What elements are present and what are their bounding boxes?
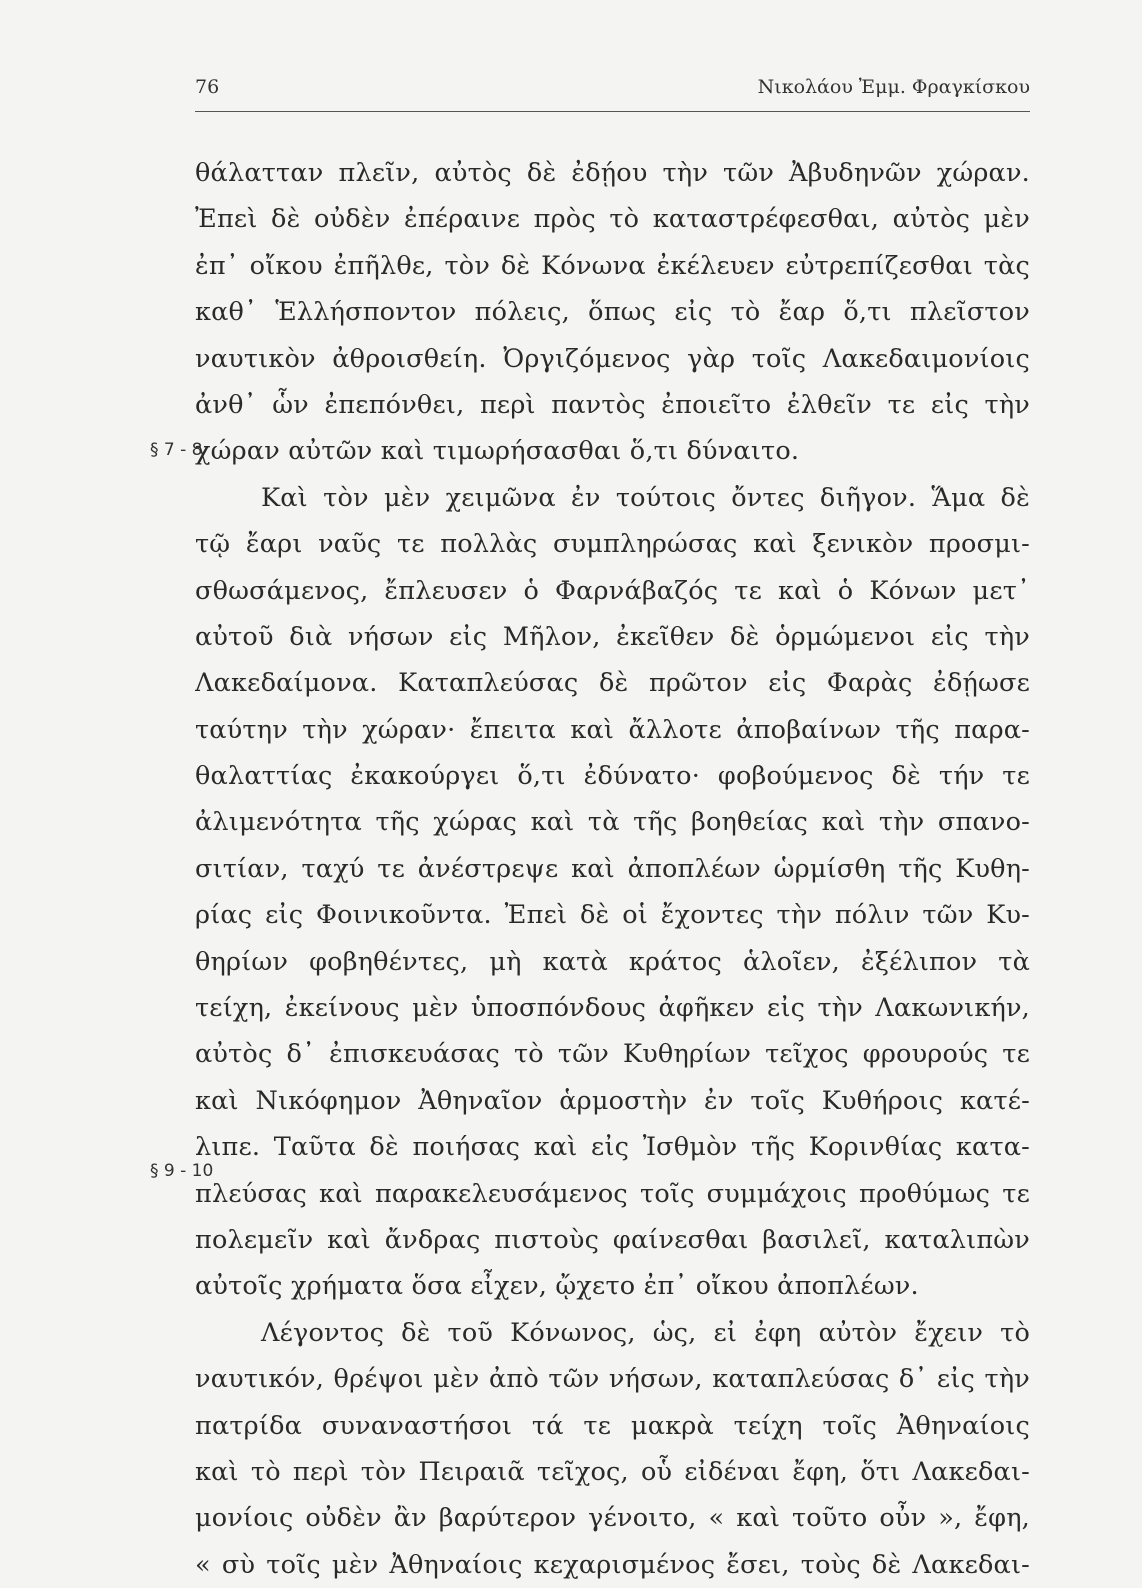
text-line: αὐτοῖς χρήματα ὅσα εἶχεν, ᾤχετο ἐπ᾽ οἴκου ἀποπλέων.	[195, 1271, 919, 1302]
text-line: χώραν αὐτῶν καὶ τιμωρήσασθαι ὅ,τι δύναιτο.	[195, 436, 800, 467]
text-line: καὶ Νικόφημον Ἀθηναῖον ἁρμοστὴν ἐν τοῖς Κυθήροις κατέ-	[195, 1085, 1030, 1116]
running-head: Νικολάου Ἐμμ. Φραγκίσκου	[757, 76, 1030, 98]
text-line: θηρίων φοβηθέντες, μὴ κατὰ κράτος ἁλοῖεν, ἐξέλιπον τὰ	[195, 946, 1030, 977]
text-line: λιπε. Ταῦτα δὲ ποιήσας καὶ εἰς Ἰσθμὸν τῆς Κορινθίας κατα-	[195, 1132, 1030, 1163]
body-text	[195, 150, 1030, 1588]
text-line: θαλαττίας ἐκακούργει ὅ,τι ἐδύνατο· φοβούμενος δὲ τήν τε	[195, 761, 1030, 792]
text-line: ἀνθ᾽ ὧν ἐπεπόνθει, περὶ παντὸς ἐποιεῖτο ἐλθεῖν τε εἰς τὴν	[195, 389, 1030, 420]
text-line: πλεύσας καὶ παρακελευσάμενος τοῖς συμμάχοις προθύμως τε	[195, 1178, 1030, 1209]
text-line: θάλατταν πλεῖν, αὐτὸς δὲ ἐδῄου τὴν τῶν Ἀβυδηνῶν χώραν.	[195, 158, 1030, 188]
text-line: Λέγοντος δὲ τοῦ Κόνωνος, ὡς, εἰ ἐφη αὐτὸν ἔχειν τὸ	[261, 1317, 1030, 1348]
text-line: αὐτοῦ διὰ νήσων εἰς Μῆλον, ἐκεῖθεν δὲ ὁρμώμενοι εἰς τὴν	[195, 621, 1030, 652]
section-mark-7-8: § 7 - 8	[150, 440, 203, 460]
text-line: ταύτην τὴν χώραν· ἔπειτα καὶ ἄλλοτε ἀποβαίνων τῆς παρα-	[195, 714, 1030, 745]
text-line: ἐπ᾽ οἴκου ἐπῆλθε, τὸν δὲ Κόνωνα ἐκέλευεν εὐτρεπίζεσθαι τὰς	[195, 250, 1030, 281]
text-line: καθ᾽ Ἑλλήσποντον πόλεις, ὅπως εἰς τὸ ἔαρ ὅ,τι πλεῖστον	[195, 297, 1030, 328]
text-line: πατρίδα συναναστήσοι τά τε μακρὰ τείχη τοῖς Ἀθηναίοις	[195, 1410, 1030, 1441]
text-line: « σὺ τοῖς μὲν Ἀθηναίοις κεχαρισμένος ἔσει, τοὺς δὲ Λακεδαι-	[195, 1549, 1030, 1580]
text-line: σιτίαν, ταχύ τε ἀνέστρεψε καὶ ἀποπλέων ὡρμίσθη τῆς Κυθη-	[195, 853, 1030, 884]
text-line: ρίας εἰς Φοινικοῦντα. Ἐπεὶ δὲ οἱ ἔχοντες τὴν πόλιν τῶν Κυ-	[195, 900, 1030, 931]
page-number: 76	[195, 76, 220, 98]
section-mark-9-10: § 9 - 10	[150, 1161, 214, 1181]
text-line: Λακεδαίμονα. Καταπλεύσας δὲ πρῶτον εἰς Φαρὰς ἐδῄωσε	[195, 668, 1030, 699]
page-header	[195, 76, 1030, 106]
text-line: Ἐπεὶ δὲ οὐδὲν ἐπέραινε πρὸς τὸ καταστρέφεσθαι, αὐτὸς μὲν	[195, 204, 1030, 235]
text-line: μονίοις οὐδὲν ἂν βαρύτερον γένοιτο, « καὶ τοῦτο οὖν », ἔφη,	[195, 1503, 1030, 1534]
text-line: ναυτικὸν ἀθροισθείη. Ὀργιζόμενος γὰρ τοῖς Λακεδαιμονίοις	[195, 343, 1030, 374]
text-line: αὐτὸς δ᾽ ἐπισκευάσας τὸ τῶν Κυθηρίων τεῖχος φρουρούς τε	[195, 1039, 1030, 1070]
text-line: πολεμεῖν καὶ ἄνδρας πιστοὺς φαίνεσθαι βασιλεῖ, καταλιπὼν	[195, 1224, 1030, 1255]
text-line: τῷ ἔαρι ναῦς τε πολλὰς συμπληρώσας καὶ ξενικὸν προσμι-	[195, 529, 1030, 560]
text-line: Καὶ τὸν μὲν χειμῶνα ἐν τούτοις ὄντες διῆγον. Ἅμα δὲ	[261, 482, 1030, 513]
text-line: σθωσάμενος, ἔπλευσεν ὁ Φαρνάβαζός τε καὶ ὁ Κόνων μετ᾽	[195, 575, 1030, 606]
text-line: ναυτικόν, θρέψοι μὲν ἀπὸ τῶν νήσων, καταπλεύσας δ᾽ εἰς τὴν	[195, 1364, 1030, 1395]
text-line: τείχη, ἐκείνους μὲν ὑποσπόνδους ἀφῆκεν εἰς τὴν Λακωνικήν,	[195, 993, 1030, 1024]
text-line: καὶ τὸ περὶ τὸν Πειραιᾶ τεῖχος, οὗ εἰδέναι ἔφη, ὅτι Λακεδαι-	[195, 1456, 1030, 1487]
text-line: ἀλιμενότητα τῆς χώρας καὶ τὰ τῆς βοηθείας καὶ τὴν σπανο-	[195, 807, 1030, 838]
header-rule	[195, 111, 1030, 112]
